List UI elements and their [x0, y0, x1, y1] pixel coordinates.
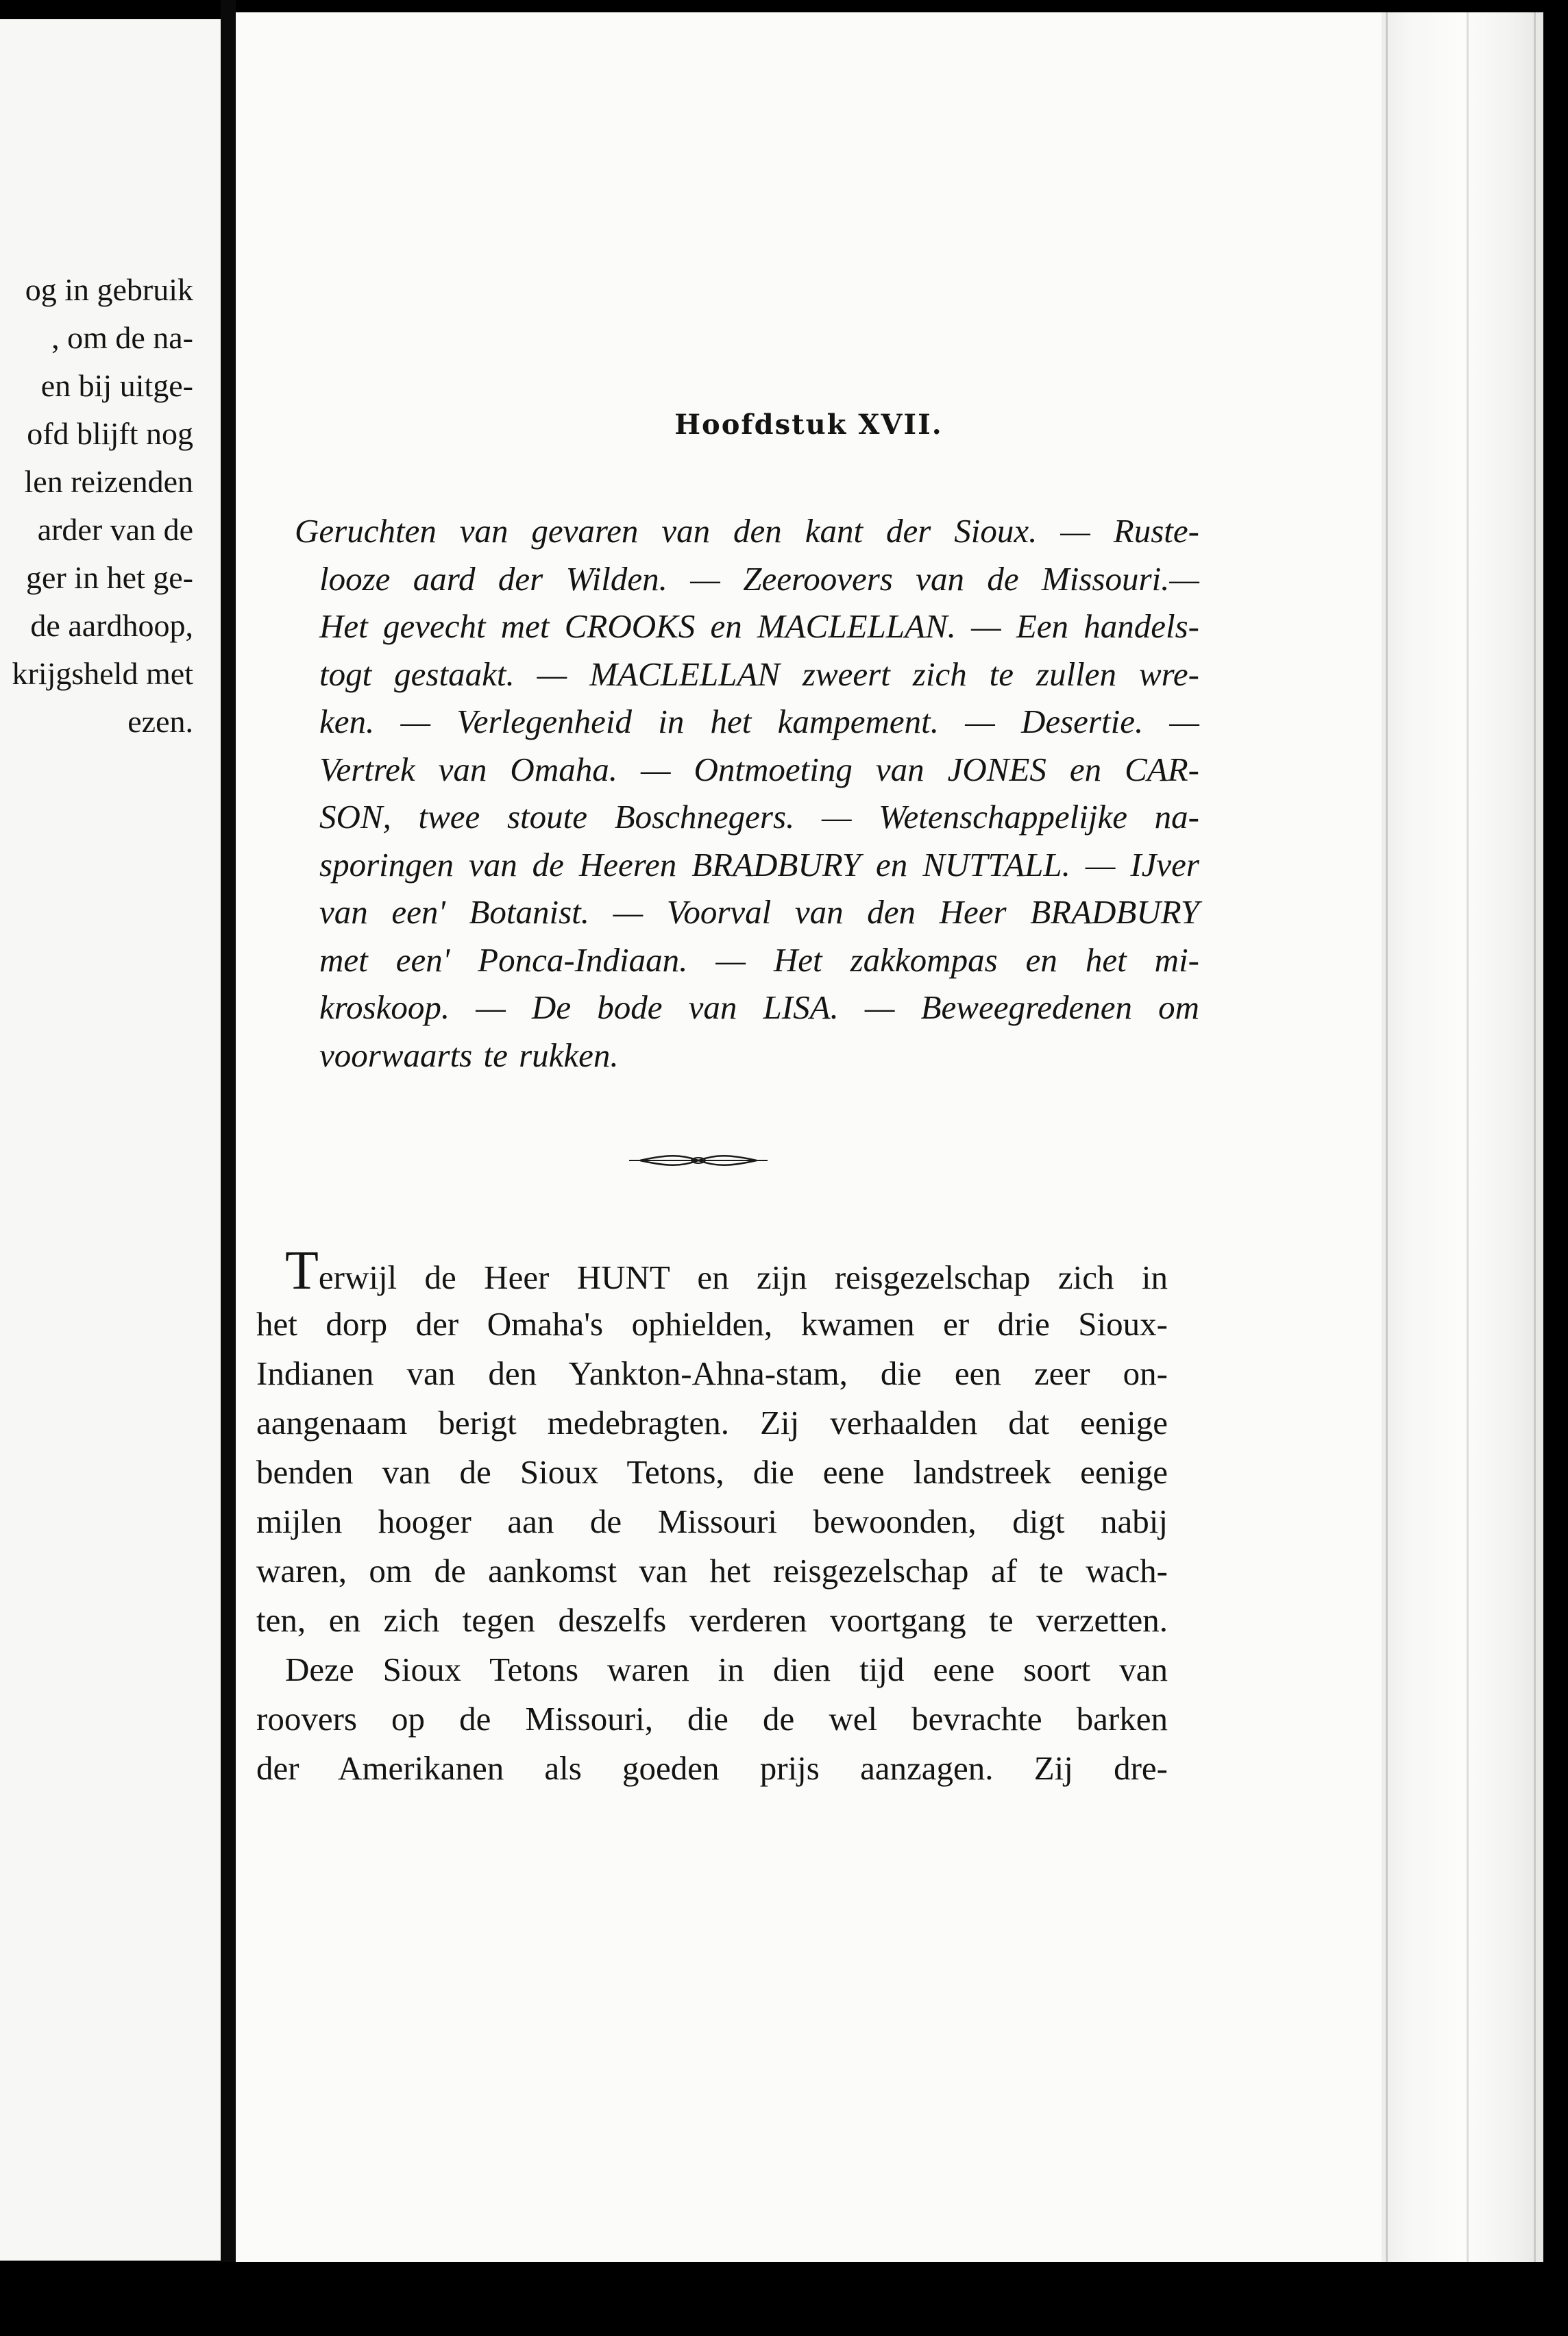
left-page-line: arder van de — [37, 512, 193, 547]
binding-gutter — [221, 0, 236, 2336]
summary-line: voorwaarts te rukken. — [319, 1036, 619, 1074]
drop-cap: T — [285, 1241, 319, 1301]
ornament-rule — [626, 1153, 770, 1168]
left-facing-page — [0, 19, 221, 2261]
summary-line: looze aard der Wilden. — Zeeroovers van de Missouri.— — [319, 559, 1199, 598]
body-line: ten, en zich tegen deszelfs verderen voortgang te verzetten. — [256, 1601, 1168, 1639]
body-line: aangenaam berigt medebragten. Zij verhaalden dat eenige — [256, 1404, 1168, 1441]
left-page-line: len reizenden — [24, 464, 193, 499]
left-page-line: ezen. — [127, 704, 193, 739]
summary-line: ken. — Verlegenheid in het kampement. — Desertie. — — [319, 703, 1199, 740]
body-line: der Amerikanen als goeden prijs aanzagen. Zij dre- — [256, 1749, 1168, 1787]
left-page-line: en bij uitge- — [40, 368, 193, 403]
left-page-line: de aardhoop, — [30, 608, 193, 643]
body-text — [256, 1241, 1168, 1793]
body-line-text: erwijl de Heer HUNT en zijn reisgezelschap zich in — [318, 1258, 1168, 1296]
summary-line: sporingen van de Heeren BRADBURY en NUTTALL. — IJver — [319, 845, 1199, 884]
summary-line: van een' Botanist. — Voorval van den Heer BRADBURY — [319, 893, 1199, 931]
body-line: mijlen hooger aan de Missouri bewoonden, digt nabij — [256, 1502, 1168, 1540]
summary-line: kroskoop. — De bode van LISA. — Beweegredenen om — [319, 988, 1199, 1026]
chapter-heading: Hoofdstuk XVII. — [674, 409, 943, 441]
chapter-summary — [295, 507, 1199, 1079]
body-line-first — [256, 1241, 1168, 1301]
summary-line: SON, twee stoute Boschnegers. — Wetenschappelijke na- — [319, 798, 1199, 836]
left-page-line: , om de na- — [51, 320, 193, 355]
summary-line: met een' Ponca-Indiaan. — Het zakkompas en het mi- — [319, 940, 1199, 979]
body-line: benden van de Sioux Tetons, die eene landstreek eenige — [256, 1453, 1168, 1491]
left-page-text — [0, 266, 221, 746]
page-edge-line — [1467, 12, 1469, 2262]
summary-line: Vertrek van Omaha. — Ontmoeting van JONES en CAR- — [319, 750, 1199, 788]
page-edge-line — [1386, 12, 1388, 2262]
left-page-line: ger in het ge- — [26, 560, 193, 595]
left-page-line: og in gebruik — [25, 272, 193, 307]
left-page-line: krijgsheld met — [12, 656, 193, 691]
body-line: waren, om de aankomst van het reisgezelschap af te wach- — [256, 1552, 1168, 1590]
page-edges — [1382, 12, 1543, 2262]
body-line: Indianen van den Yankton-Ahna-stam, die een zeer on- — [256, 1354, 1168, 1392]
page-edge-line — [1534, 12, 1536, 2262]
left-page-line: ofd blijft nog — [27, 416, 193, 451]
summary-line: togt gestaakt. — MACLELLAN zweert zich te zullen wre- — [319, 655, 1199, 693]
body-line: Deze Sioux Tetons waren in dien tijd eene soort van — [285, 1651, 1168, 1688]
summary-line: Het gevecht met CROOKS en MACLELLAN. — Een handels- — [319, 607, 1199, 645]
body-line: roovers op de Missouri, die de wel bevrachte barken — [256, 1700, 1168, 1738]
body-line: het dorp der Omaha's ophielden, kwamen er drie Sioux- — [256, 1305, 1168, 1343]
summary-line: Geruchten van gevaren van den kant der Sioux. — Ruste- — [295, 512, 1199, 550]
main-page — [236, 12, 1382, 2262]
scan-border-bottom — [0, 2262, 1568, 2336]
